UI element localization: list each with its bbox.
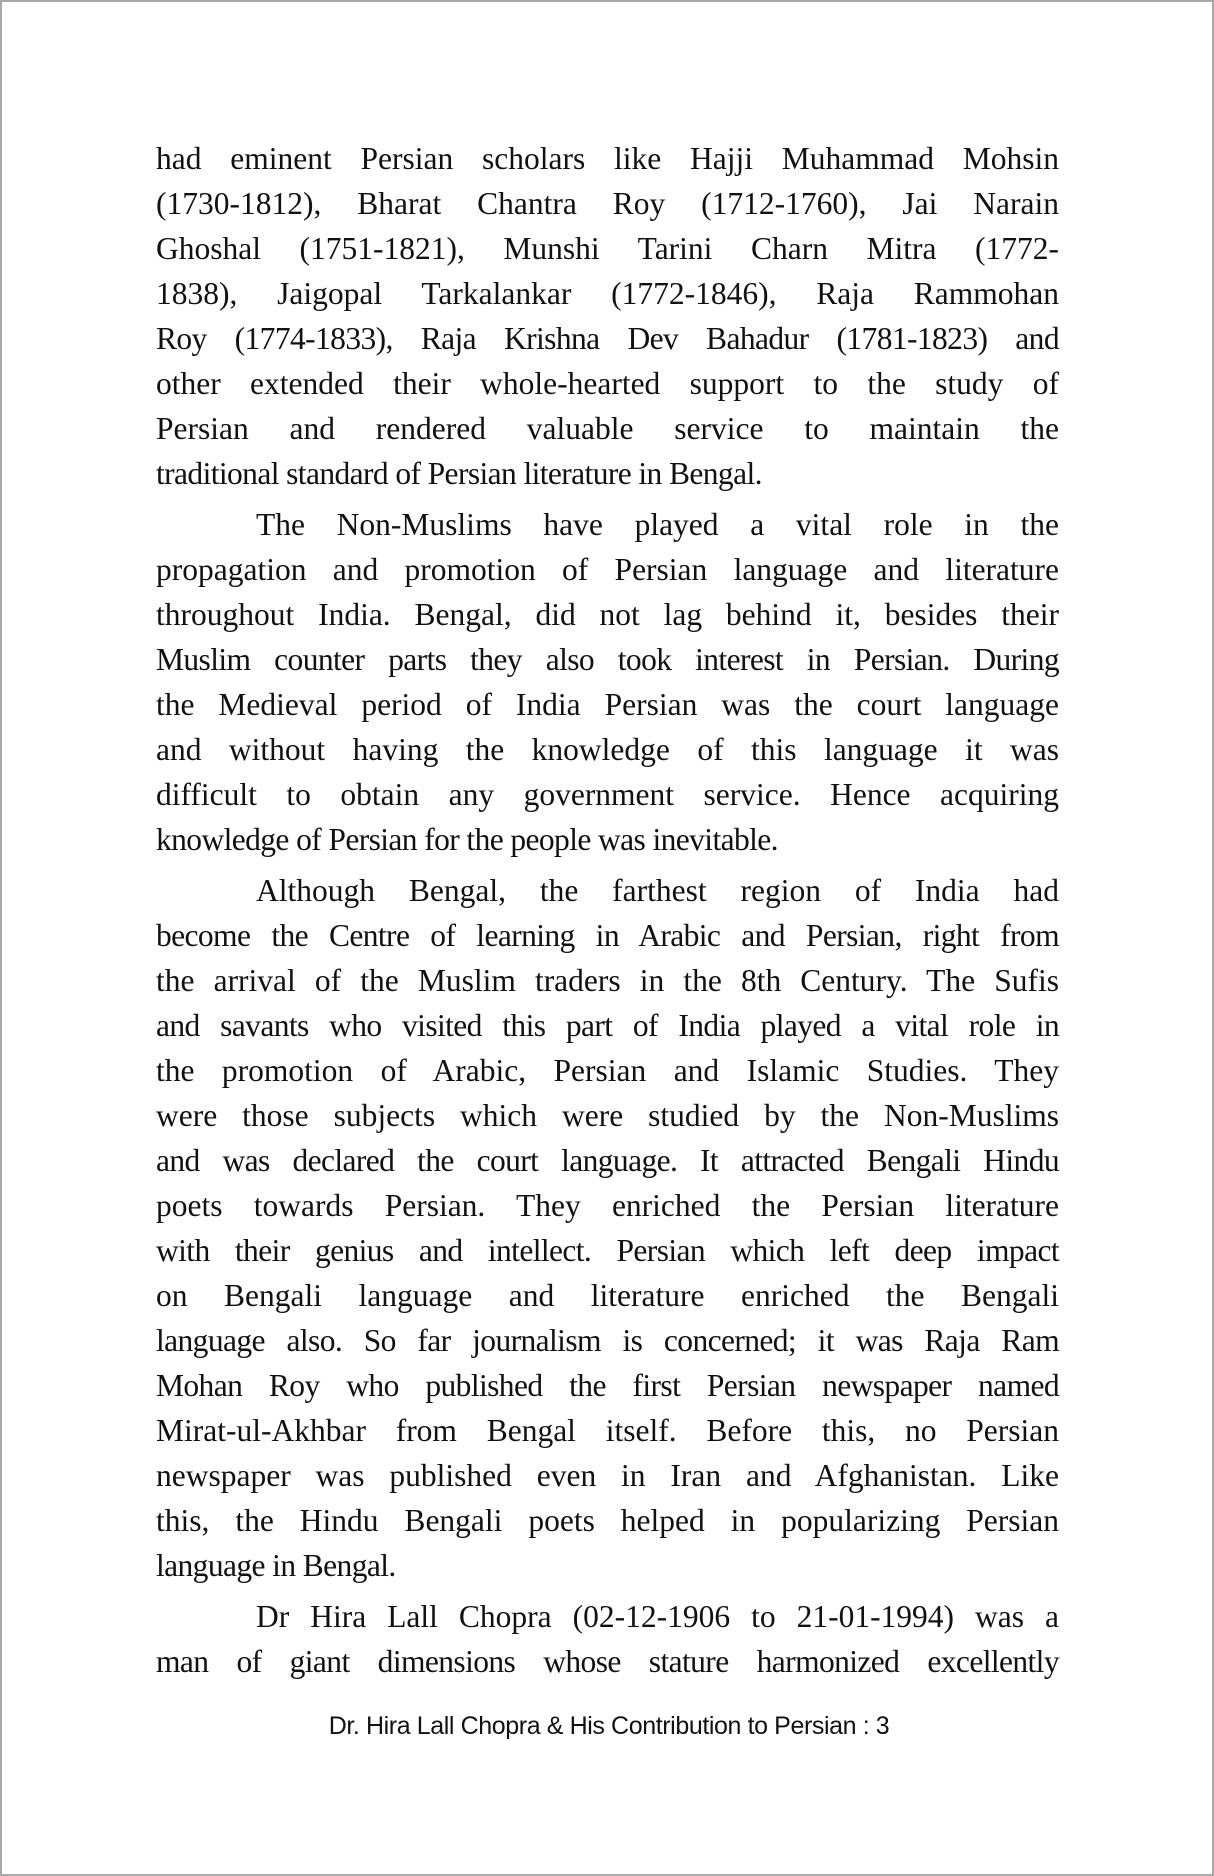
paragraph-3 <box>156 868 1059 1588</box>
paragraph-2 <box>156 502 1059 862</box>
text-line: man of giant dimensions whose stature harmonized excellently <box>156 1644 1059 1679</box>
text-line: Although Bengal, the farthest region of India had <box>256 873 1059 908</box>
text-line: (1730-1812), Bharat Chantra Roy (1712-1760), Jai Narain <box>156 186 1059 221</box>
text-line: with their genius and intellect. Persian which left deep impact <box>156 1233 1059 1268</box>
text-line: the Medieval period of India Persian was the court language <box>156 687 1059 722</box>
text-line: were those subjects which were studied by the Non-Muslims <box>156 1098 1059 1133</box>
text-line: traditional standard of Persian literature in Bengal. <box>156 456 762 491</box>
text-line: Dr Hira Lall Chopra (02-12-1906 to 21-01-1994) was a <box>256 1599 1059 1634</box>
text-line: had eminent Persian scholars like Hajji Muhammad Mohsin <box>156 141 1059 176</box>
text-line: become the Centre of learning in Arabic and Persian, right from <box>156 918 1059 953</box>
text-line: language in Bengal. <box>156 1548 396 1583</box>
running-title-page-number: Dr. Hira Lall Chopra & His Contribution to Persian : 3 <box>328 1712 890 1740</box>
text-line: language also. So far journalism is concerned; it was Raja Ram <box>156 1323 1059 1358</box>
text-line: newspaper was published even in Iran and Afghanistan. Like <box>156 1458 1059 1493</box>
page-footer <box>2 1712 1214 1741</box>
text-line: this, the Hindu Bengali poets helped in popularizing Persian <box>156 1503 1059 1538</box>
text-line: knowledge of Persian for the people was inevitable. <box>156 822 778 857</box>
paragraph-4 <box>156 1594 1059 1684</box>
text-line: Roy (1774-1833), Raja Krishna Dev Bahadur (1781-1823) and <box>156 321 1059 356</box>
text-line: other extended their whole-hearted support to the study of <box>156 366 1059 401</box>
body-text <box>156 136 1059 1684</box>
text-line: the arrival of the Muslim traders in the 8th Century. The Sufis <box>156 963 1059 998</box>
text-line: propagation and promotion of Persian language and literature <box>156 552 1059 587</box>
text-line: The Non-Muslims have played a vital role in the <box>256 507 1059 542</box>
text-line: Muslim counter parts they also took interest in Persian. During <box>156 642 1059 677</box>
paragraph-1 <box>156 136 1059 496</box>
text-line: and was declared the court language. It attracted Bengali Hindu <box>156 1143 1059 1178</box>
text-line: poets towards Persian. They enriched the Persian literature <box>156 1188 1059 1223</box>
text-line: Mohan Roy who published the first Persian newspaper named <box>156 1368 1059 1403</box>
text-line: throughout India. Bengal, did not lag behind it, besides their <box>156 597 1059 632</box>
text-line: difficult to obtain any government service. Hence acquiring <box>156 777 1059 812</box>
text-line: on Bengali language and literature enriched the Bengali <box>156 1278 1059 1313</box>
text-line: Persian and rendered valuable service to maintain the <box>156 411 1059 446</box>
text-line: the promotion of Arabic, Persian and Islamic Studies. They <box>156 1053 1059 1088</box>
text-line: Mirat-ul-Akhbar from Bengal itself. Before this, no Persian <box>156 1413 1059 1448</box>
text-line: and savants who visited this part of India played a vital role in <box>156 1008 1059 1043</box>
text-line: Ghoshal (1751-1821), Munshi Tarini Charn Mitra (1772- <box>156 231 1059 266</box>
text-line: 1838), Jaigopal Tarkalankar (1772-1846), Raja Rammohan <box>156 276 1059 311</box>
text-line: and without having the knowledge of this language it was <box>156 732 1059 767</box>
